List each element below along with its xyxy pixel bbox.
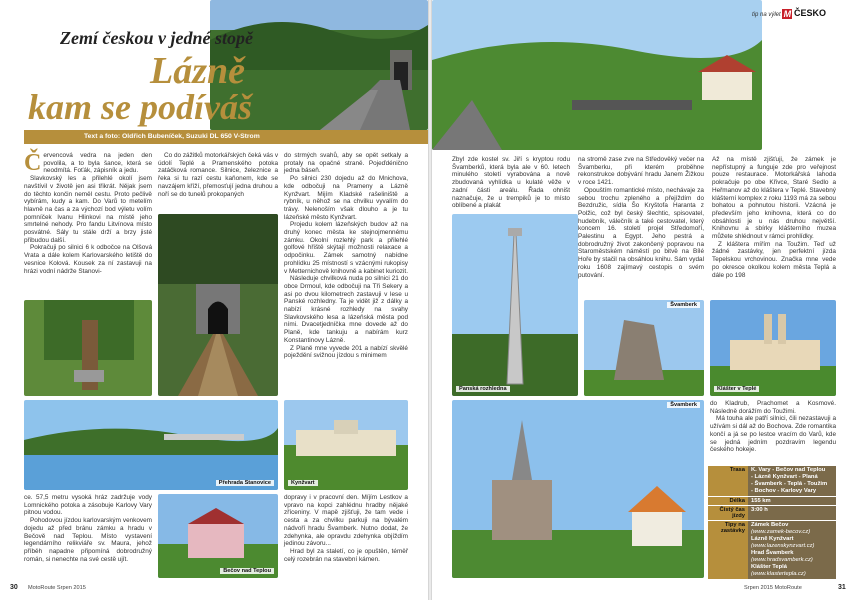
svamberk-church-photo [452,400,704,578]
info-value: 155 km [748,497,836,505]
left-page [0,0,428,600]
paragraph: Následuje chvilková nuda po silnici 21 do obce Drmoul, kde odbočuji na Tři Sekery a asi po dvou kilometrech zastavuji v lese u Panské rozhledny. Ta je vidět již z dálky a nabízí krásné rozhledy na svahy Slavkovského lesa a lázeňská města pod ními. Dvacetjedníčka mne dovede až do Planě, kde tankuju a nabírám kurz Konstantinovy Lázně. [284,275,408,344]
svamberk-ruin-photo [584,300,704,396]
text-column-3 [284,152,408,360]
info-value: 3:00 h [748,506,836,520]
photo-caption: Bečov nad Teplou [220,568,274,574]
photo-caption: Kynžvart [288,480,318,486]
dam-photo [24,400,278,490]
info-value [748,466,836,496]
info-label: Délka [708,497,748,505]
photo-caption: Švamberk [667,402,700,408]
info-row-length [708,497,836,506]
tip-url: (www.klastertepla.cz) [751,571,806,577]
text-column-1 [24,152,152,275]
footer-text: Srpen 2015 MotoRoute [744,585,802,591]
memorial-photo [24,300,152,396]
info-label: Trasa [708,466,748,496]
paragraph: Z Planě mne vyvede 201 a nabízí skvělé poježdění svižnou jízdou s minimem [284,344,408,360]
text-column-4 [452,156,570,210]
headline-sub: kam se podíváš [28,87,252,127]
byline: Text a foto: Oldřich Bubeníček, Suzuki DL 650 V-Strom [24,130,428,144]
text-column-5 [578,156,704,279]
page-number: 31 [838,584,846,591]
info-row-time [708,506,836,521]
footer-text: MotoRoute Srpen 2015 [28,585,86,591]
paragraph: Co do zážitků motorkářských čeká vás v údolí Teplé a Pramenského potoka zatáčková romance. Silnice, železnice a řeka si tu razí cestu kaňonem, kde se navzájem kříží, přemosťují jedna druhou a noří se do tunelů prokopaných [158,152,279,198]
headline-kicker: Zemí českou v jedné stopě [60,28,253,48]
paragraph: Pohodovou jízdou karlovarským venkovem dojedu až před bránu zámku a hradu v Bečově nad Teplou. Místo vystavení legendárního relikviáře sv. Maura, jehož příběh napadne připomíná dobrodružný román, si nenechte na své cestě ujít. [24,517,152,563]
section-header [752,8,826,19]
route-info-box [708,466,836,580]
paragraph: ervencová vedra na jeden den povolila, a to byla šance, která se neodmítá. Foťák, zápisník a jedu. [43,152,152,175]
paragraph: Opouštím romantické místo, nechávaje za sebou trochu zpleného a přejíždím do Bezdružic, sídla Šo Kryštofa Haranta z Polžic, což byl český šlechtic, spisovatel, hudebník, válečník a také cestovatel, který koncem 16. století projel Středomoří, Palestinu a Egypt. Jeho pestrá a dobrodružný život zakončený popravou na Staroměstském náměstí po bitvě na Bílé Hoře by stačil na obsáhlou knihu. Sám vydal roku 1608 zajímavý cestopis o svém putování. [578,186,704,279]
text-column-bottom-1 [24,494,152,563]
tip-name: Lázně Kynžvart [751,536,794,542]
info-row-tips [708,521,836,580]
paragraph: Po silnici 230 dojedu až do Mnichova, kde odbočuji na Prameny a Lázně Kynžvart. Mijím Kladské rašeliniště a rybník, u něhož se na chvilku vyvalím do trávy. Nelenoším však dlouho a je tu lázeňské město Kynžvart. [284,175,408,221]
photo-caption: Přehrada Stanovice [216,480,274,486]
route-line: K. Vary - Bečov nad Teplou [751,467,826,473]
paragraph: Slavkovský les a přilehlé okolí jsem navštívil v životě jen asi třikrát. Nějak jsem do těchto končin neměl cestu. Proto pečlivě vybírám, kudy a kam. Do Varů to metelím hlavně na čas a za výchozí bod výletu volím pomníček Ivanu Hlinkovi na místě jeho smrtelné nehody. Pro fandu Litvínova místo posvátné. Sály tu stále drží a brzy jisté přibudou další. [24,175,152,244]
section-title: ČESKO [794,8,827,18]
text-column-bottom-3 [284,494,408,563]
text-column-6 [712,156,836,279]
lookout-tower-photo [452,214,578,396]
info-label: Tipy na zastávky [708,521,748,579]
tip-url: (www.zamek-becov.cz) [751,529,811,535]
tip-name: Klášter Teplá [751,564,787,570]
photo-caption: Panská rozhledna [456,386,510,392]
info-label: Čistý čas jízdy [708,506,748,520]
tip-label: tip na výlet [752,12,781,18]
magazine-logo: M [783,9,792,20]
tip-url: (www.lazenskynzvart.cz) [751,543,815,549]
kynzvart-photo [284,400,408,490]
tepla-monastery-photo [710,300,836,396]
paragraph: dopravy i v pracovní den. Míjím Lestkov a vpravo na kopci zahlédnu hradby nějaké zříceniny. V mapě zjišťuji, že tam vede i cesta a za chvilku parkuji na bývalém nádvoří hradu Švamberk. Nutno dodat, že zdehynka, ale opravdu zdehynka objíždím jedinou závoru... [284,494,408,548]
paragraph: Zbyl zde kostel sv. Jiří s kryptou rodu Švamberků, která byla ale v 60. letech minulého století vyrabována a nově zbudovaná vyhlídka u kulaté věže v zadní části areálu. Řada ohništ naznačuje, že u trempiků je to místo oblíbené a plakát [452,156,570,210]
tip-url: (www.hradsvamberk.cz) [751,557,813,563]
route-line: - Švamberk - Teplá - Toužim [751,481,828,487]
landscape-photo [432,0,762,150]
paragraph: na stromě zase zve na Středověký večer na Švamberku, při kterém proběhne rekonstrukce dobývání hradu Janem Žižkou v roce 1421. [578,156,704,187]
paragraph: Má touha ale patří silnici, čili nezastavuji a užívám si dál až do Bochova. Zde romantika končí a já se po lestce vracím do Varů, kde se jedná jedním pozdravím legendu českého hokeje. [710,415,836,454]
paragraph: do strmých svahů, aby se opět setkaly a protaly na opačné straně. Pojeďdénično jedna báseň. [284,152,408,175]
text-column-2 [158,152,278,198]
paragraph: do Kladrub, Prachomet a Kosmové. Následně dorážím do Toužimi. [710,400,836,415]
paragraph: Až na místě zjišťuji, že zámek je nepřístupný a funguje zde pro veřejnost pouze restaurace. Motorkářská lahoda pokračuje po obe Křivce, Staré Sedlo a Heřmanov až do kláštera v Teplé. Stavebný klášterní komplex z roku 1193 má za sebou bohatou a pohnutou historii. Vzácná je především jeho knihovna, která co do obsáhlosti je u nás druhou největší. Knihovnu a sbírky klášterního muzea můžete shlédnout v rámci prohlídky. [712,156,836,241]
info-row-route [708,466,836,497]
page-number: 30 [10,584,18,591]
info-value [748,521,836,579]
photo-caption: Klášter v Teplé [714,386,759,392]
tip-name: Hrad Švamberk [751,550,794,556]
photo-caption: Švamberk [667,302,700,308]
paragraph: Hrad byl za staletí, co je opuštěn, téměř celý rozebrán na stavební kámen. [284,547,408,563]
tip-name: Zámek Bečov [751,522,789,528]
paragraph: Pokračuji po silnici 6 k odbočce na Olšová Vrata a dále kolem Karlovarského letiště do vesnice Kolová. Kousek za ní zastavuji na hrázi vodní nádrže Stanovi- [24,244,152,275]
paragraph: Z kláštera mířím na Toužim. Teď už žádné zastávky, jen perfektní jízda Tepelskou vrchovinou. Značka mne vede po okresce okolkou kolem města Teplá a dále po 198 [712,240,836,279]
text-column-6-lower [710,400,836,454]
route-line: - Bochov - Karlovy Vary [751,488,817,494]
paragraph: ce. 57,5 metru vysoká hráz zadržuje vody Lomnického potoka a zásobuje Karlovy Vary pitnou vodou. [24,494,152,517]
headline-main: Lázně [150,50,245,92]
drop-cap: Č [24,150,42,176]
tunnel-photo [158,214,278,396]
becov-photo [158,494,278,578]
paragraph: Projedu kolem lázeňských budov až na druhý konec města ke stejnojmennému zámku. Okolní rozlehlý park a přilehlé golfové hřiště skýtají možnosti relaxace a odpočinku. Zámek samotný nabídne prohlídku 25 místností s vzácnými rukopisy v Metternichově knihovně a kabinet kuriozit. [284,221,408,275]
route-line: - Lázně Kynžvart - Planá [751,474,818,480]
